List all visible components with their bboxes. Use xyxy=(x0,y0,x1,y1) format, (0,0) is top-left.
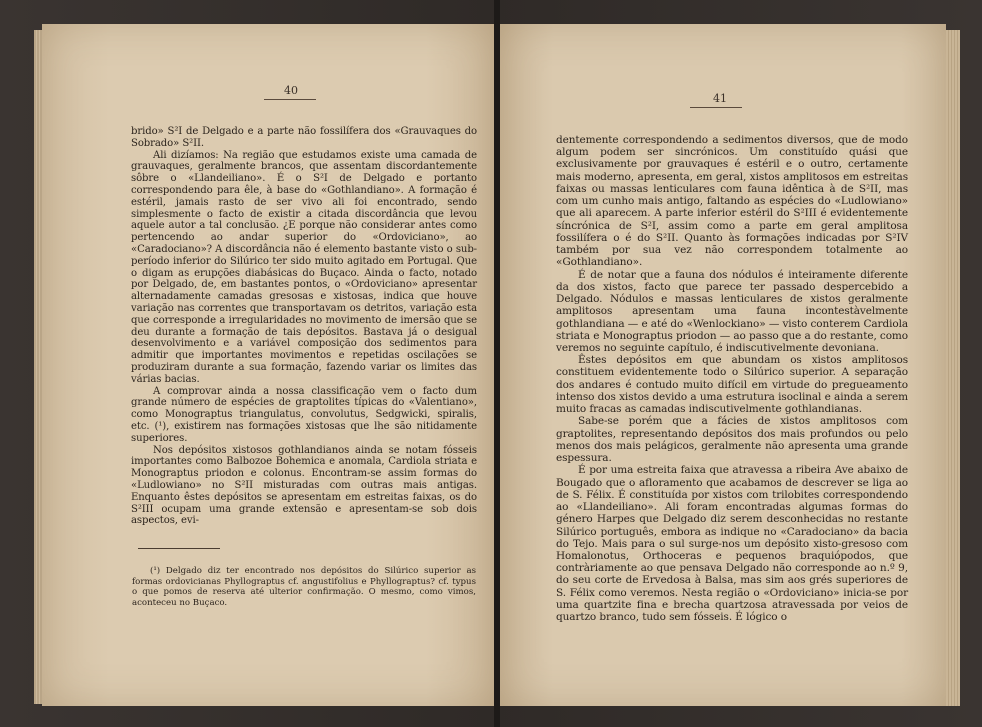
footnote-text: (¹) Delgado diz ter encontrado nos depósitos do Silúrico superior as formas ordovicianas Phyllograptus cf. angustifolius e Phyllograptus? cf. typus o que pomos de reserva até ulterior confirmação. O mesmo, como vimos, aconteceu no Buçaco. xyxy=(132,566,476,608)
footnote-rule xyxy=(138,548,220,549)
paragraph: Nos depósitos xistosos gothlandianos ainda se notam fósseis importantes como Balbozoe Bohemica e anomala, Cardiola striata e Monograptus priodon e colonus. Encontram-se assim formas do «Ludlowiano» no S²II misturadas com outras mais antigas. Enquanto êstes depósitos se apresentam em estreitas faixas, os do S²III ocupam uma grande extensão e apresentam-se sob dois aspectos, evi- xyxy=(131,444,477,527)
page-right xyxy=(500,24,946,706)
left-body-text xyxy=(131,126,477,527)
paragraph: Ali dizíamos: Na região que estudamos existe uma camada de grauvaques, geralmente brancos, que assentam discordantemente sôbre o «Llandeiliano». É o S²I de Delgado e portanto correspondendo para êle, à base do «Gothlandiano». A formação é estéril, jamais rasto de ser vivo ali foi encontrado, sendo simplesmente o facto de existir a citada discordância que levou aquele autor a tal conclusão. ¿E porque não considerar antes como pertencendo ao andar superior do «Ordoviciano», ao «Caradociano»? A discordância não é elemento bastante visto o sub-período inferior do Silúrico ter sido muito agitado em Portugal. Que o digam as erupções diabásicas do Buçaco. Ainda o facto, notado por Delgado, de, em bastantes pontos, o «Ordoviciano» apresentar alternadamente camadas gresosas e xistosas, indica que houve variação nas correntes que transportavam os detritos, variação esta que corresponde a irregularidades no movimento de imersão que se deu durante a formação de tais depósitos. Bastava já o desigual desenvolvimento e a variável composição dos sedimentos para admitir que importantes movimentos e repetidas oscilações se produziram durante a sua formação, fazendo variar os limites das várias bacias. xyxy=(131,149,477,385)
page-number-right: 41 xyxy=(713,92,727,105)
paragraph: Sabe-se porém que a fácies de xistos amplitosos com graptolites, representando depósitos dos mais profundos ou pelo menos dos mais pelágicos, geralmente não apresenta uma grande espessura. xyxy=(556,415,908,465)
right-body-text xyxy=(556,134,908,623)
footnote xyxy=(132,566,476,608)
paragraph: brido» S²I de Delgado e a parte não fossilífera dos «Grauvaques do Sobrado» S²II. xyxy=(131,126,477,149)
page-number-rule-right xyxy=(690,107,742,108)
paragraph: É por uma estreita faixa que atravessa a ribeira Ave abaixo de Bougado que o afloramento que acabamos de descrever se liga ao de S. Félix. É constituída por xistos com trilobites correspondendo ao «Llandeiliano». Ali foram encontradas algumas formas do género Harpes que Delgado diz serem desconhecidas no restante Silúrico português, embora as indique no «Caradociano» da bacia do Tejo. Mais para o sul surge-nos um depósito xisto-gresoso com Homalonotus, Orthoceras e pequenos braquiópodos, que contràriamente ao que pensava Delgado não corresponde ao n.º 9, do seu corte de Ervedosa à Balsa, mas sim aos grés superiores de S. Félix como veremos. Nesta região o «Ordoviciano» inicia-se por uma quartzite fina e brecha quartzosa atravessada por veios de quartzo branco, tudo sem fósseis. É lógico o xyxy=(556,464,908,624)
paragraph: A comprovar ainda a nossa classificação vem o facto dum grande número de espécies de graptolites típicas do «Valentiano», como Monograptus triangulatus, convolutus, Sedgwicki, spiralis, etc. (¹), existirem nas formações xistosas que lhe são nitidamente superiores. xyxy=(131,385,477,444)
page-number-left: 40 xyxy=(284,84,298,97)
paragraph: Êstes depósitos em que abundam os xistos amplitosos constituem evidentemente todo o Silúrico superior. A separação dos andares é contudo muito difícil em virtude do pregueamento intenso dos xistos devido a uma estrutura isoclinal e ainda a serem muito fracas as camadas indiscutivelmente gothlandianas. xyxy=(556,354,908,416)
paragraph: É de notar que a fauna dos nódulos é inteiramente diferente da dos xistos, facto que parece ter passado despercebido a Delgado. Nódulos e massas lenticulares de xistos geralmente amplitosos apresentam uma fauna incontestàvelmente gothlandiana — e até do «Wenlockiano» — visto conterem Cardiola striata e Monograptus priodon — ao passo que a do restante, como veremos no seguinte capítulo, é indiscutivelmente devoniana. xyxy=(556,268,909,354)
page-edges-right xyxy=(946,30,960,706)
page-left xyxy=(42,24,494,706)
paragraph: dentemente correspondendo a sedimentos diversos, que de modo algum podem ser sincrónicos. Um constituído quási que exclusivamente por grauvaques é estéril e o outro, certamente mais moderno, apresenta, em geral, xistos amplitosos em estreitas faixas ou massas lenticulares com fauna idêntica à de S²II, mas com um cunho mais antigo, faltando as espécies do «Ludlowiano» que ali aparecem. A parte inferior estéril do S²III é evidentemente síncrónica de S²I, assim como a parte em geral amplitosa fossilífera o é do S²II. Quanto às formações indicadas por S²IV também por sua vez não correspondem totalmente ao «Gothlandiano». xyxy=(556,134,908,269)
page-number-rule-left xyxy=(264,99,316,100)
